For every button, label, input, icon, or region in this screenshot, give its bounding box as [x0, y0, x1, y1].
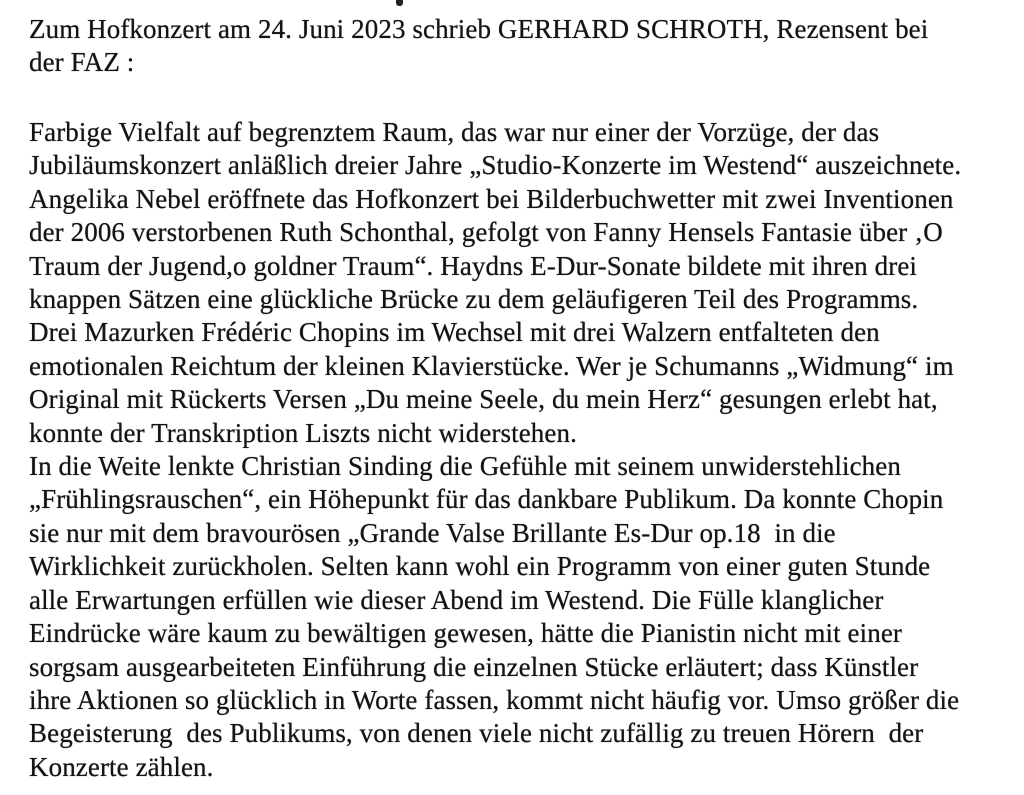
text-line: Jubiläumskonzert anläßlich dreier Jahre „Studio-Konzerte im Westend“ auszeichnete. [29, 150, 962, 181]
text-line: Angelika Nebel eröffnete das Hofkonzert bei Bilderbuchwetter mit zwei Inventionen [29, 183, 954, 214]
text-line: Wirklichkeit zurückholen. Selten kann wohl ein Programm von einer guten Stunde [29, 551, 931, 582]
scan-artifact-speck [396, 0, 403, 6]
text-line: Konzerte zählen. [29, 751, 214, 782]
text-line: konnte der Transkription Liszts nicht widerstehen. [29, 417, 577, 448]
text-line: emotionalen Reichtum der kleinen Klavierstücke. Wer je Schumanns „Widmung“ im [29, 350, 954, 381]
text-line: Original mit Rückerts Versen „Du meine Seele, du mein Herz“ gesungen erlebt hat, [29, 384, 938, 415]
body-paragraph [29, 116, 1014, 784]
text-line: In die Weite lenkte Christian Sinding die Gefühle mit seinem unwiderstehlichen [29, 451, 901, 482]
header-paragraph [29, 13, 1014, 80]
text-line: knappen Sätzen eine glückliche Brücke zu dem geläufigeren Teil des Programms. [29, 284, 919, 315]
text-line: sie nur mit dem bravourösen „Grande Valse Brillante Es-Dur op.18 in die [29, 517, 836, 548]
text-line: Begeisterung des Publikums, von denen viele nicht zufällig zu treuen Hörern der [29, 718, 924, 749]
text-line: Zum Hofkonzert am 24. Juni 2023 schrieb GERHARD SCHROTH, Rezensent bei [29, 14, 929, 44]
text-line: alle Erwartungen erfüllen wie dieser Abend im Westend. Die Fülle klanglicher [29, 584, 884, 615]
text-line: Eindrücke wäre kaum zu bewältigen gewesen, hätte die Pianistin nicht mit einer [29, 618, 903, 649]
text-line: sorgsam ausgearbeiteten Einführung die einzelnen Stücke erläutert; dass Künstler [29, 651, 919, 682]
text-line: Traum der Jugend,o goldner Traum“. Haydns E-Dur-Sonate bildete mit ihren drei [29, 250, 918, 281]
text-line: Farbige Vielfalt auf begrenztem Raum, das war nur einer der Vorzüge, der das [29, 117, 880, 147]
text-line: der FAZ : [29, 47, 135, 78]
text-line: der 2006 verstorbenen Ruth Schonthal, gefolgt von Fanny Hensels Fantasie über ‚O [29, 217, 943, 248]
text-line: Drei Mazurken Frédéric Chopins im Wechsel mit drei Walzern entfalteten den [29, 317, 880, 348]
text-line: „Frühlingsrauschen“, ein Höhepunkt für das dankbare Publikum. Da konnte Chopin [29, 484, 944, 515]
text-line: ihre Aktionen so glücklich in Worte fassen, kommt nicht häufig vor. Umso größer die [29, 684, 960, 715]
